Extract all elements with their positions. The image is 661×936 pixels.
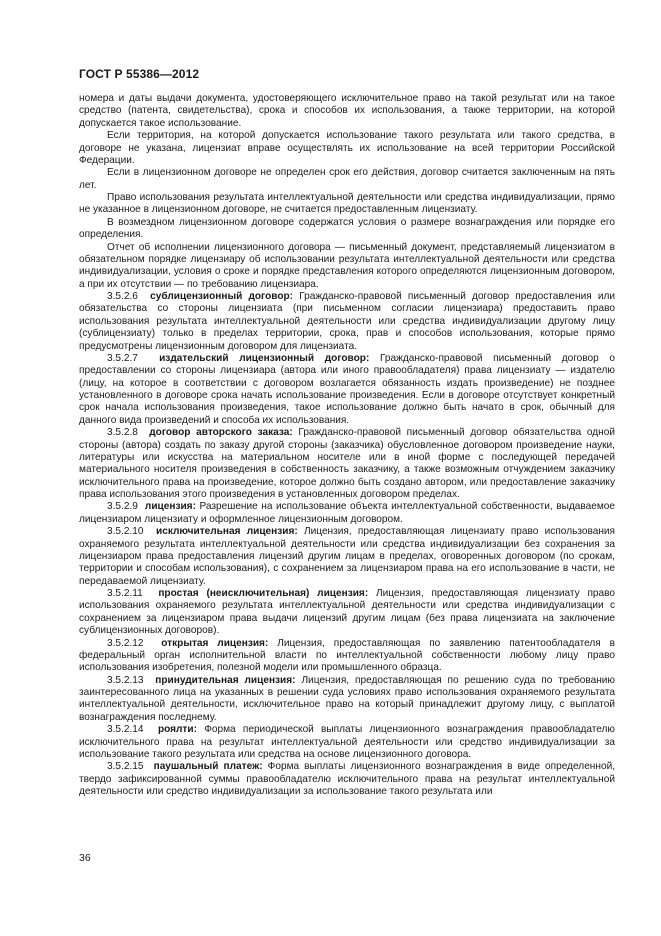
defined-term: исключительная лицензия: [156, 526, 298, 538]
defined-term: роялти: [157, 724, 197, 736]
page-number: 36 [79, 852, 91, 864]
paragraph-text: Разрешение на использование объекта интеллектуальной собственности, выдаваемое лицензиаром лицензиату и оформленное лицензионным договором. [79, 501, 616, 525]
document-body [79, 93, 615, 798]
clause-number: 3.5.2.6 [107, 291, 138, 302]
clause-number: 3.5.2.8 [107, 427, 138, 439]
definition-paragraph [79, 588, 615, 638]
text-paragraph [79, 192, 615, 217]
definition-paragraph [79, 761, 615, 798]
defined-term: сублицензионный договор: [150, 291, 294, 302]
paragraph-text: Форма периодической выплаты лицензионного вознаграждения правообладателю исключительного права на результат интеллектуальной деятельности или средство индивидуализации за использование такого результата или средства на основе лицензионного договора. [79, 724, 615, 760]
defined-term: открытая лицензия: [161, 637, 269, 649]
text-paragraph [79, 93, 615, 130]
clause-number: 3.5.2.12 [107, 637, 144, 649]
paragraph-text: Гражданско-правовой письменный договор о предоставлении со стороны лицензиара (автора или иного правообладателя) права лицензиату — издателю (лицу, на которое в соответствии с договором возлагается обязанность издать произведение) не позднее установленного в договоре срока начать использование произведения. Если в договоре отсутствует конкретный срок начала использования произведения, такое использование должно быть начато в срок, обычный для данного вида произведений и способа их использования. [79, 352, 615, 426]
paragraph-text: Гражданско-правовой письменный договор предоставления или обязательства со стороны лицензиата (при письменном согласии лицензиара) предоставить право использования результата интеллектуальной деятельности или средства индивидуализации другому лицу (сублицензиату) только в пределах территории, срока, прав и способов использования, которые прямо предусмотрены лицензионным договором для лицензиата. [79, 291, 616, 352]
definition-paragraph [79, 501, 615, 526]
page-header: ГОСТ Р 55386—2012 [79, 67, 200, 81]
paragraph-text: Форма выплаты лицензионного вознаграждения в виде определенной, твердо зафиксированной суммы правообладателю исключительного права на результат интеллектуальной деятельности или средство индивидуализации за использование такого результата или [79, 761, 616, 797]
definition-paragraph [79, 526, 615, 588]
defined-term: договор авторского заказа: [149, 427, 293, 439]
clause-number: 3.5.2.7 [107, 352, 138, 364]
clause-number: 3.5.2.14 [107, 724, 144, 736]
paragraph-text: В возмездном лицензионном договоре содержатся условия о размере вознаграждения или порядке его определения. [79, 216, 615, 241]
defined-term: лицензия: [144, 501, 196, 513]
clause-number: 3.5.2.15 [107, 761, 144, 773]
definition-paragraph [79, 353, 615, 427]
text-paragraph [79, 167, 615, 192]
definition-paragraph [79, 291, 615, 353]
defined-term: паушальный платеж: [153, 761, 263, 773]
paragraph-text: номера и даты выдачи документа, удостоверяющего исключительное право на такой результат или на такое средство (патента, свидетельства), срока и способов их использования, а также территории, на которой допускается такое использование. [79, 93, 615, 129]
text-paragraph [79, 217, 615, 242]
paragraph-text: Отчет об исполнении лицензионного договора — письменный документ, представляемый лицензиатом в обязательном порядке лицензиару об использовании результата интеллектуальной деятельности или средства индивидуализации, условия о сроке и порядке представления которого определяются лицензионным договором, а при их отсутствии — по требованию лицензиара. [79, 241, 615, 290]
defined-term: простая (неисключительная) лицензия: [158, 588, 369, 599]
definition-paragraph [79, 427, 615, 501]
paragraph-text: Лицензия, предоставляющая лицензиату право использования охраняемого результата интеллектуальной деятельности или средства индивидуализации без сохранения за лицензиаром права предоставления лицензий другим лицам в пределах, оговоренных договором (по срокам, территории и способам использования), с сохранением за лицензиаром права на его использование в части, не передаваемой лицензиату. [79, 526, 616, 587]
clause-number: 3.5.2.10 [107, 526, 144, 538]
text-paragraph [79, 242, 615, 292]
clause-number: 3.5.2.13 [107, 674, 144, 686]
paragraph-text: Если в лицензионном договоре не определен срок его действия, договор считается заключенным на пять лет. [79, 167, 615, 191]
defined-term: принудительная лицензия: [155, 674, 296, 686]
paragraph-text: Право использования результата интеллектуальной деятельности или средства индивидуализации, прямо не указанное в лицензионном договоре, не считается предоставленным лицензиату. [79, 192, 615, 216]
defined-term: издательский лицензионный договор: [159, 352, 370, 364]
paragraph-text: Лицензия, предоставляющая лицензиату право использования охраняемого результата интеллектуальной деятельности или средства индивидуализации с сохранением за лицензиаром права выдачи лицензий другим лицам (без права лицензиата на заключение сублицензионных договоров). [79, 588, 615, 637]
clause-number: 3.5.2.11 [107, 588, 143, 599]
definition-paragraph [79, 724, 615, 761]
paragraph-text: Гражданско-правовой письменный договор обязательства одной стороны (автора) создать по заказу другой стороны (заказчика) обусловленное договором произведение науки, литературы или искусства на материальном носителе или в иной форме с последующей передачей материального носителя произведения в собственность заказчику, а также возможным отчуждением заказчику исключительного права на произведение, которое должно быть создано автором, или предоставление заказчику права использования этого произведения в установленных договором пределах. [79, 427, 616, 500]
paragraph-text: Если территория, на которой допускается использование такого результата или такого средства, в договоре не указана, лицензиат вправе осуществлять их использование на всей территории Российской Федерации. [79, 130, 615, 166]
paragraph-text: Лицензия, предоставляющая по решению суда по требованию заинтересованного лица на указанных в решении суда условиях право использования охраняемого результата интеллектуальной деятельности, исключительное право на который принадлежит другому лицу, с выплатой вознаграждения последнему. [79, 674, 616, 723]
clause-number: 3.5.2.9 [107, 501, 138, 513]
definition-paragraph [79, 638, 615, 675]
paragraph-text: Лицензия, предоставляющая по заявлению патентообладателя в федеральный орган исполнительной власти по интеллектуальной собственности любому лицу право использования изобретения, полезной модели или промышленного образца. [79, 637, 616, 674]
text-paragraph [79, 130, 615, 167]
definition-paragraph [79, 675, 615, 725]
